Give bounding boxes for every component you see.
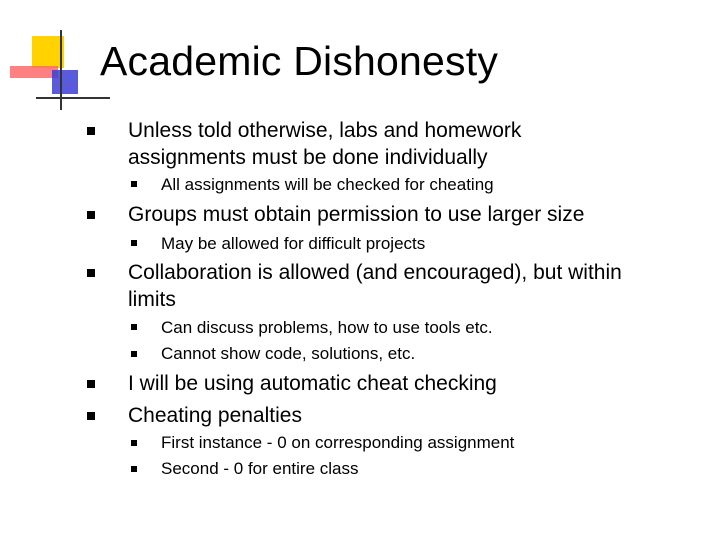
square-bullet-icon — [131, 440, 137, 446]
bullet-text-line1: Cheating penalties — [128, 404, 302, 427]
square-bullet-icon — [131, 240, 137, 246]
slide-title: Academic Dishonesty — [100, 38, 499, 84]
square-bullet-icon — [87, 412, 95, 420]
bullet-text-line2: limits — [128, 288, 176, 311]
square-bullet-icon — [87, 380, 95, 388]
square-bullet-icon — [131, 181, 137, 187]
sub-bullet-text: Cannot show code, solutions, etc. — [161, 344, 416, 363]
square-bullet-icon — [87, 127, 95, 135]
square-bullet-icon — [87, 269, 95, 277]
square-bullet-icon — [131, 466, 137, 472]
sub-bullet-text: May be allowed for difficult projects — [161, 234, 426, 253]
sub-bullet-text: First instance - 0 on corresponding assignment — [161, 433, 515, 452]
square-bullet-icon — [131, 324, 137, 330]
square-bullet-icon — [87, 211, 95, 219]
bullet-text-line1: I will be using automatic cheat checking — [128, 372, 497, 395]
sub-bullet-text: All assignments will be checked for cheating — [161, 175, 494, 194]
sub-bullet-text: Can discuss problems, how to use tools etc. — [161, 318, 493, 337]
sub-bullet-text: Second - 0 for entire class — [161, 459, 359, 478]
bullet-text-line1: Groups must obtain permission to use larger size — [128, 203, 585, 226]
bullet-text-line2: assignments must be done individually — [128, 146, 488, 169]
bullet-text-line1: Collaboration is allowed (and encouraged), but within — [128, 261, 622, 284]
square-bullet-icon — [131, 351, 137, 357]
bullet-text-line1: Unless told otherwise, labs and homework — [128, 119, 522, 142]
